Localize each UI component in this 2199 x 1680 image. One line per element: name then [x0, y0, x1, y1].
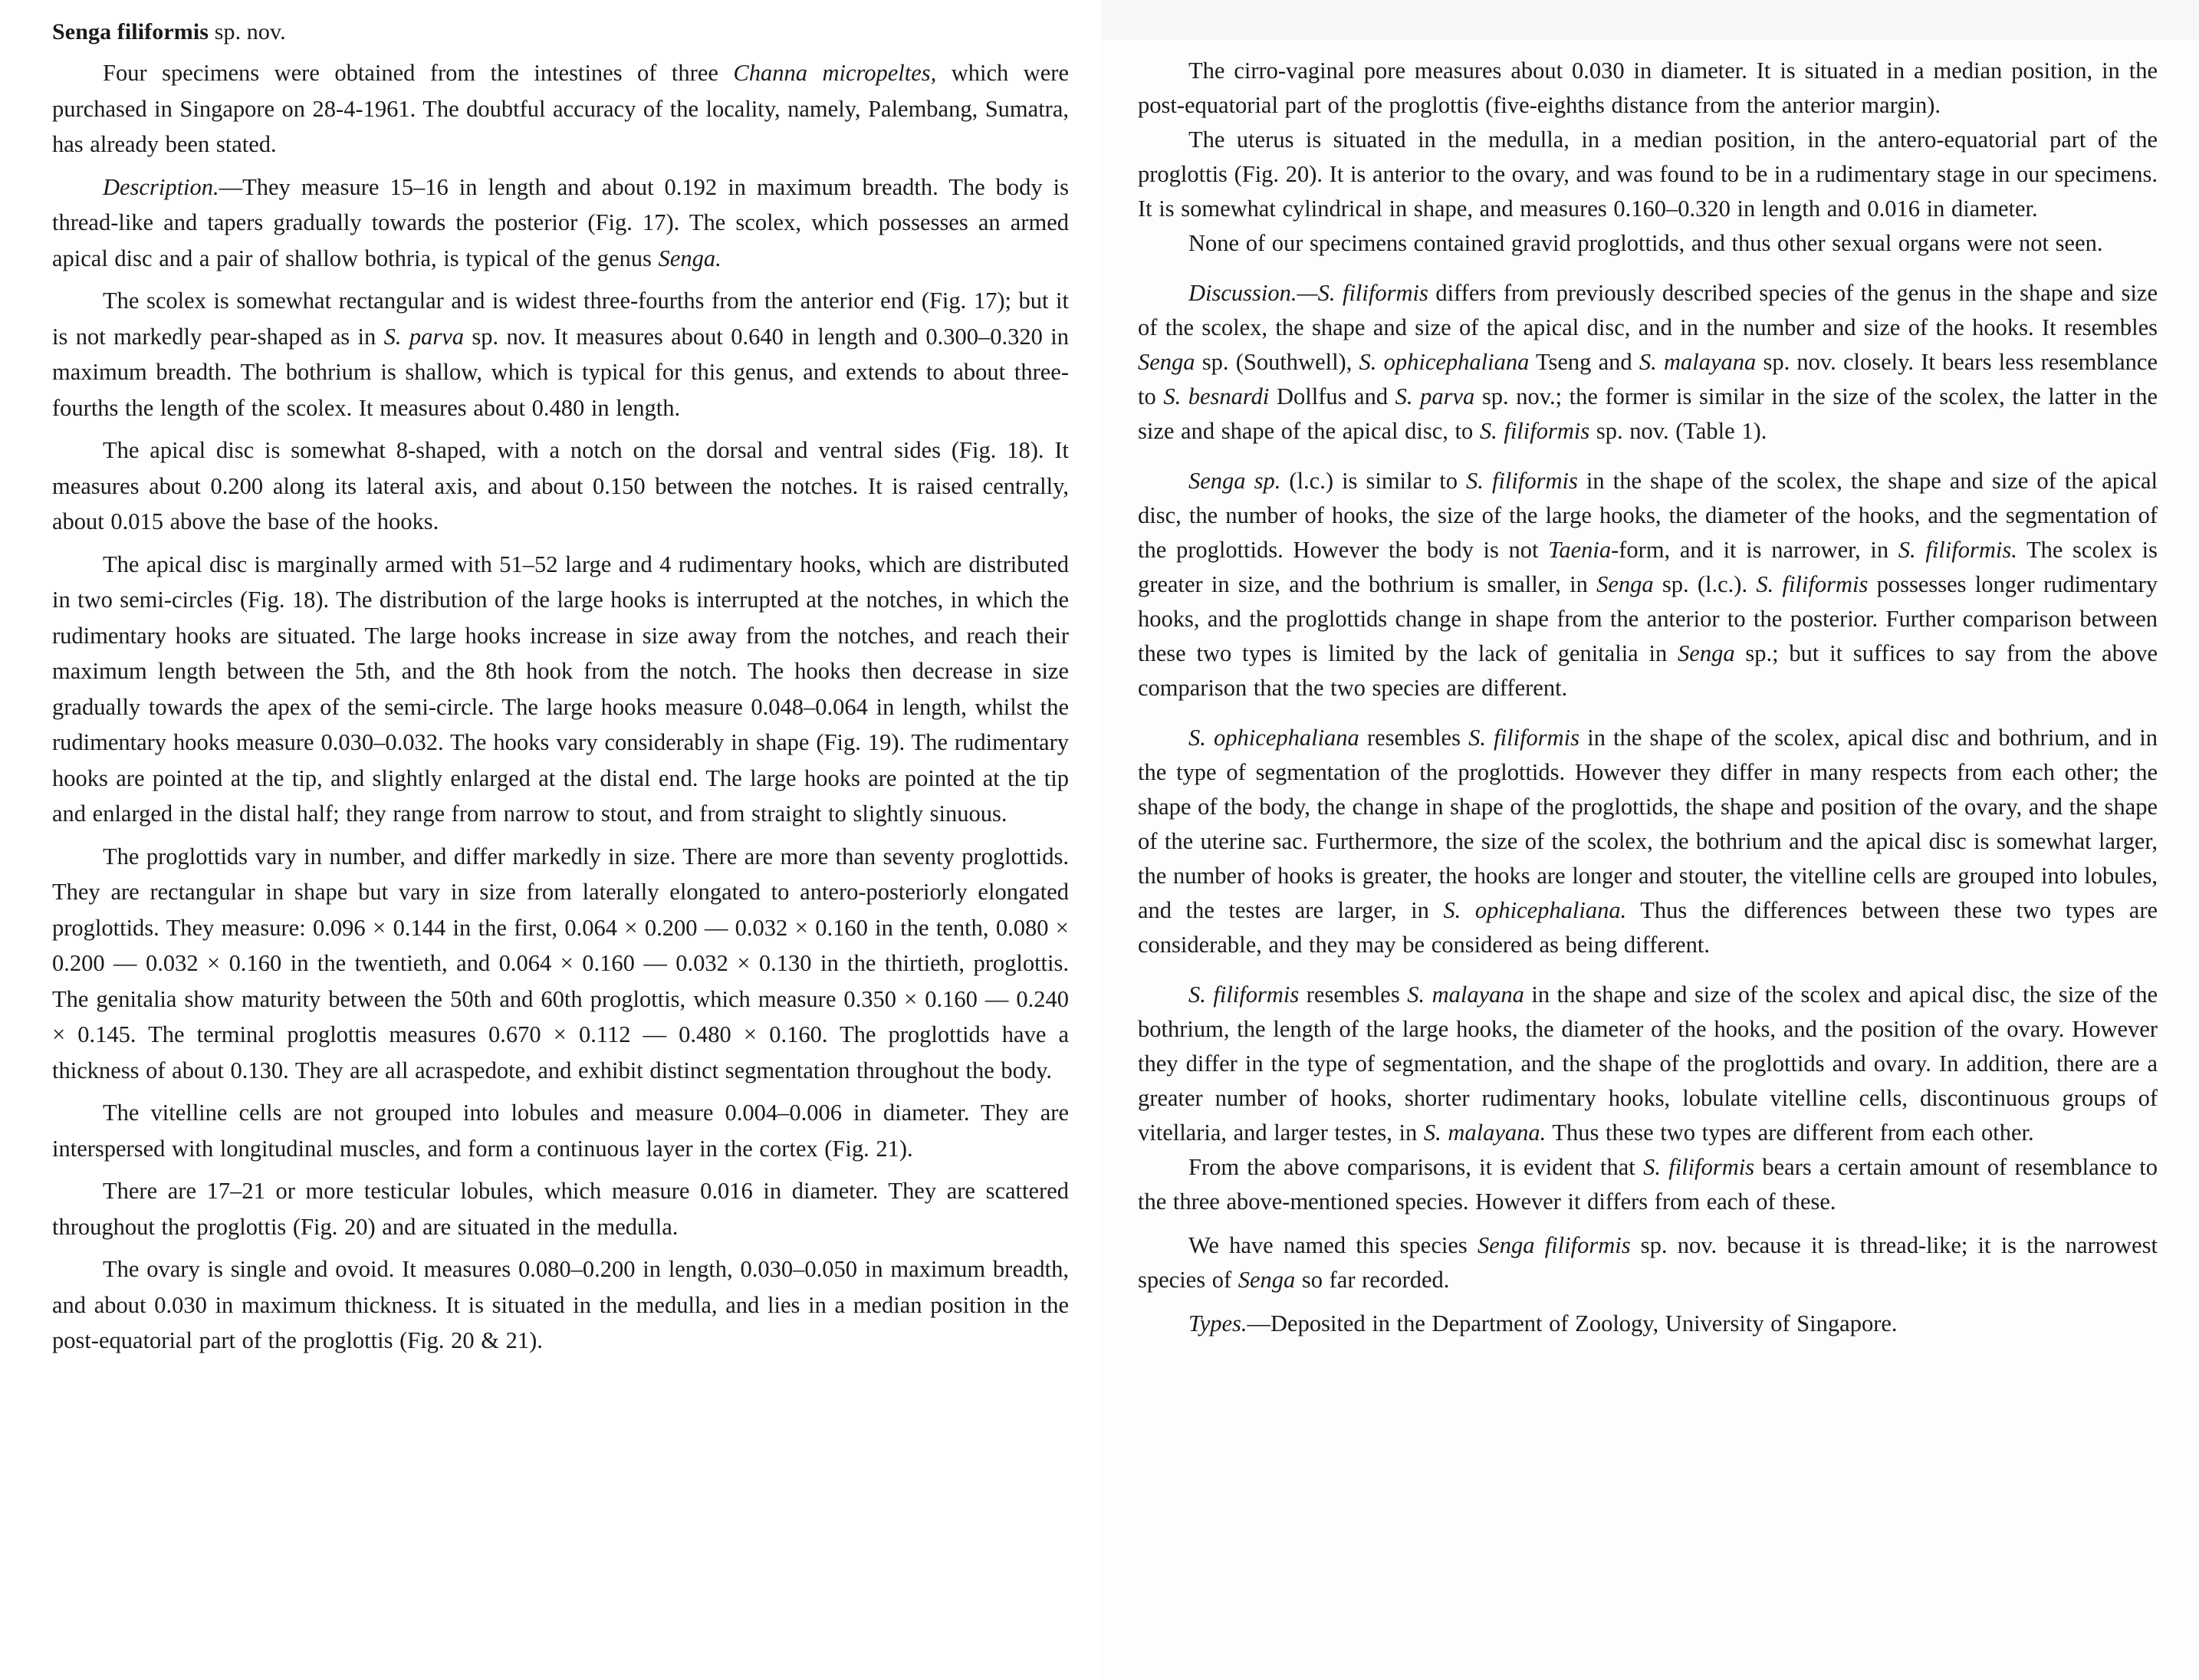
text-run: None of our specimens contained gravid proglottids, and thus other sexual organs were not seen. — [1188, 230, 2103, 256]
text-run: in the shape and size of the scolex and apical disc, the size of the bothrium, the length of the large hooks, the diameter of the hooks, and the position of the ovary. However they differ in the type of segmentation, and the shape of the proglottids and ovary. In addition, there are a greater number of hooks, shorter rudimentary hooks, lobulate vitelline cells, discontinuous groups of vitellaria, and larger testes, in — [1138, 981, 2158, 1146]
italic-run: S. ophicephaliana. — [1443, 897, 1627, 923]
text-run: -form, and it is narrower, in — [1611, 537, 1898, 563]
text-run: Thus the differences between these two types are considerable, and they may be considered as being different. — [1138, 897, 2158, 958]
italic-run: S. filiformis — [1468, 725, 1580, 751]
text-run: sp. nov. (Table 1). — [1589, 418, 1767, 444]
text-run: From the above comparisons, it is evident that — [1188, 1154, 1644, 1180]
paragraph — [1138, 978, 2158, 1150]
text-run: differs from previously described species of the genus in the shape and size of the scolex, the shape and size of the apical disc, and in the number and size of the hooks. It resembles — [1138, 280, 2158, 340]
italic-run: S. malayana. — [1423, 1119, 1547, 1146]
italic-run: Description. — [103, 173, 219, 200]
italic-run: S. ophicephaliana — [1188, 725, 1359, 751]
italic-run: S. filiformis — [1643, 1154, 1755, 1180]
italic-run: S. filiformis. — [1898, 537, 2017, 563]
italic-run: Channa micropeltes, — [733, 60, 937, 86]
scan-top-band — [1101, 0, 2199, 40]
text-run: which were purchased in Singapore on 28-4-1961. The doubtful accuracy of the locality, namely, Palembang, Sumatra, has already been stated. — [52, 60, 1070, 157]
italic-run: S. filiformis — [1188, 981, 1300, 1008]
italic-run: Senga sp. — [1188, 468, 1281, 494]
italic-run: S. filiformis — [1466, 468, 1578, 494]
text-run: sp. nov.; the former is similar in the size of the scolex, the latter in the size and shape of the apical disc, to — [1138, 383, 2158, 444]
italic-run: Senga — [1678, 640, 1735, 666]
text-run: The apical disc is somewhat 8-shaped, with a notch on the dorsal and ventral sides (Fig. 18). It measures about 0.200 along its lateral axis, and about 0.150 between the notches. It is raised centrally, about 0.015 above the base of the hooks. — [52, 437, 1069, 534]
text-run: sp. (Southwell), — [1195, 349, 1359, 375]
paragraph — [52, 283, 1069, 426]
italic-run: S. ophicephaliana — [1359, 349, 1530, 375]
text-run: The vitelline cells are not grouped into lobules and measure 0.004–0.006 in diameter. They are interspersed with longitudinal muscles, and form a continuous layer in the cortex (Fig. 21). — [52, 1100, 1069, 1162]
text-run: sp. nov. It measures about 0.640 in length and 0.300–0.320 in maximum breadth. The bothrium is shallow, which is typical for this genus, and extends to about three-fourths the length of the scolex. It measures about 0.480 in length. — [52, 323, 1069, 421]
paragraph — [52, 432, 1069, 540]
text-run: The ovary is single and ovoid. It measures 0.080–0.200 in length, 0.030–0.050 in maximum breadth, and about 0.030 in maximum thickness. It is situated in the medulla, and lies in a median position in the post-equatorial part of the proglottis (Fig. 20 & 21). — [52, 1256, 1069, 1353]
italic-run: Discussion.—S. filiformis — [1188, 280, 1428, 306]
italic-run: S. parva — [383, 323, 464, 350]
italic-run: S. parva — [1395, 383, 1475, 409]
paragraph — [52, 1095, 1069, 1166]
text-run: bears a certain amount of resemblance to the three above-mentioned species. However it differs from each of these. — [1138, 1154, 2158, 1215]
left-page-body — [52, 55, 1070, 1359]
text-run: The uterus is situated in the medulla, in a median position, in the antero-equatorial part of the proglottis (Fig. 20). It is anterior to the ovary, and was found to be in a rudimentary stage in our specimens. It is somewhat cylindrical in shape, and measures 0.160–0.320 in length and 0.016 in diameter. — [1138, 127, 2158, 222]
paragraph — [52, 55, 1069, 163]
text-run: (l.c.) is similar to — [1280, 468, 1467, 494]
italic-run: Types. — [1188, 1310, 1247, 1336]
paragraph — [1138, 226, 2158, 261]
right-page-body — [1138, 54, 2159, 1341]
italic-run: Senga — [1596, 571, 1654, 597]
species-name: Senga filiformis — [52, 19, 209, 44]
paragraph — [1138, 1150, 2158, 1219]
text-run: in the shape of the scolex, apical disc and bothrium, and in the type of segmentation of the proglottids. However they differ in many respects from each other; the shape of the body, the change in shape of the proglottids, the shape and position of the ovary, and the shape of the uterine sac. Furthermore, the size of the scolex, the bothrium and the apical disc is somewhat larger, the number of hooks is greater, the hooks are longer and stouter, the vitelline cells are grouped into lobules, and the testes are larger, in — [1138, 725, 2158, 923]
paragraph — [1138, 1307, 2158, 1341]
italic-run: Senga. — [658, 245, 721, 271]
text-run: There are 17–21 or more testicular lobules, which measure 0.016 in diameter. They are scattered throughout the proglottis (Fig. 20) and are situated in the medulla. — [52, 1178, 1069, 1240]
text-run: sp. nov. because it is thread-like; it is the narrowest species of — [1138, 1232, 2158, 1293]
paragraph — [1138, 721, 2158, 962]
paragraph — [52, 839, 1069, 1089]
text-run: sp. (l.c.). — [1653, 571, 1757, 597]
text-run: The scolex is greater in size, and the bothrium is smaller, in — [1138, 537, 2158, 597]
italic-run: S. malayana — [1639, 349, 1757, 375]
text-run: resembles — [1299, 981, 1408, 1008]
paragraph — [52, 1173, 1069, 1244]
text-run: Thus these two types are different from each other. — [1546, 1119, 2034, 1146]
species-heading — [52, 17, 1070, 48]
species-status: sp. nov. — [209, 19, 286, 44]
italic-run: Senga — [1238, 1267, 1296, 1293]
paragraph — [1138, 276, 2158, 449]
text-run: Four specimens were obtained from the intestines of three — [103, 60, 734, 86]
paragraph — [52, 1251, 1069, 1359]
paragraph — [52, 547, 1069, 832]
text-run: possesses longer rudimentary hooks, and the proglottids change in shape from the anterior to the posterior. Further comparison between these two types is limited by the lack of genitalia in — [1138, 571, 2158, 666]
text-run: —Deposited in the Department of Zoology, University of Singapore. — [1247, 1310, 1898, 1336]
italic-run: Senga — [1138, 349, 1195, 375]
paragraph — [1138, 123, 2158, 226]
text-run: The proglottids vary in number, and differ markedly in size. There are more than seventy proglottids. They are rectangular in shape but vary in size from laterally elongated to antero-posteriorly elongated proglottids. They measure: 0.096 × 0.144 in the first, 0.064 × 0.200 — 0.032 × 0.160 in the tenth, 0.080 × 0.200 — 0.032 × 0.160 in the twentieth, and 0.064 × 0.160 — 0.032 × 0.130 in the thirtieth, proglottis. The genitalia show maturity between the 50th and 60th proglottis, which measure 0.350 × 0.160 — 0.240 × 0.145. The terminal proglottis measures 0.670 × 0.112 — 0.480 × 0.160. The proglottids have a thickness of about 0.130. They are all acraspedote, and exhibit distinct segmentation throughout the body. — [52, 843, 1069, 1083]
text-run: The cirro-vaginal pore measures about 0.030 in diameter. It is situated in a median position, in the post-equatorial part of the proglottis (five-eighths distance from the anterior margin). — [1138, 58, 2158, 118]
right-page — [1101, 0, 2199, 1680]
text-run: The apical disc is marginally armed with 51–52 large and 4 rudimentary hooks, which are distributed in two semi-circles (Fig. 18). The distribution of the large hooks is interrupted at the notches, in which the rudimentary hooks are situated. The large hooks increase in size away from the notches, and reach their maximum length between the 5th, and the 8th hook from the notch. The hooks then decrease in size gradually towards the apex of the semi-circle. The large hooks measure 0.048–0.064 in length, whilst the rudimentary hooks measure 0.030–0.032. The hooks vary considerably in shape (Fig. 19). The rudimentary hooks are pointed at the tip, and slightly enlarged at the distal end. The large hooks are pointed at the tip and enlarged in the distal half; they range from narrow to stout, and from straight to slightly sinuous. — [52, 551, 1069, 827]
text-run: sp. nov. closely. It bears less resemblance to — [1138, 349, 2158, 409]
text-run: resembles — [1359, 725, 1469, 751]
italic-run: Taenia — [1548, 537, 1612, 563]
paragraph — [1138, 1228, 2158, 1297]
text-run: The scolex is somewhat rectangular and is widest three-fourths from the anterior end (Fig. 17); but it is not markedly pear-shaped as in — [52, 288, 1069, 350]
italic-run: Senga filiformis — [1477, 1232, 1631, 1258]
paragraph — [1138, 464, 2158, 705]
paragraph — [1138, 54, 2158, 123]
text-run: —They measure 15–16 in length and about 0.192 in maximum breadth. The body is thread-like and tapers gradually towards the posterior (Fig. 17). The scolex, which possesses an armed apical disc and a pair of shallow bothria, is typical of the genus — [52, 173, 1069, 271]
text-run: so far recorded. — [1295, 1267, 1450, 1293]
text-run: We have named this species — [1188, 1232, 1478, 1258]
italic-run: S. filiformis — [1756, 571, 1869, 597]
text-run: Tseng and — [1529, 349, 1639, 375]
italic-run: S. filiformis — [1479, 418, 1590, 444]
italic-run: S. besnardi — [1163, 383, 1270, 409]
text-run: sp.; but it suffices to say from the above comparison that the two species are different. — [1138, 640, 2158, 701]
italic-run: S. malayana — [1407, 981, 1524, 1008]
text-run: Dollfus and — [1269, 383, 1395, 409]
paragraph — [52, 169, 1069, 277]
text-run: in the shape of the scolex, the shape and size of the apical disc, the number of hooks, the size of the large hooks, the diameter of the hooks, and the segmentation of the proglottids. However the body is not — [1138, 468, 2158, 563]
